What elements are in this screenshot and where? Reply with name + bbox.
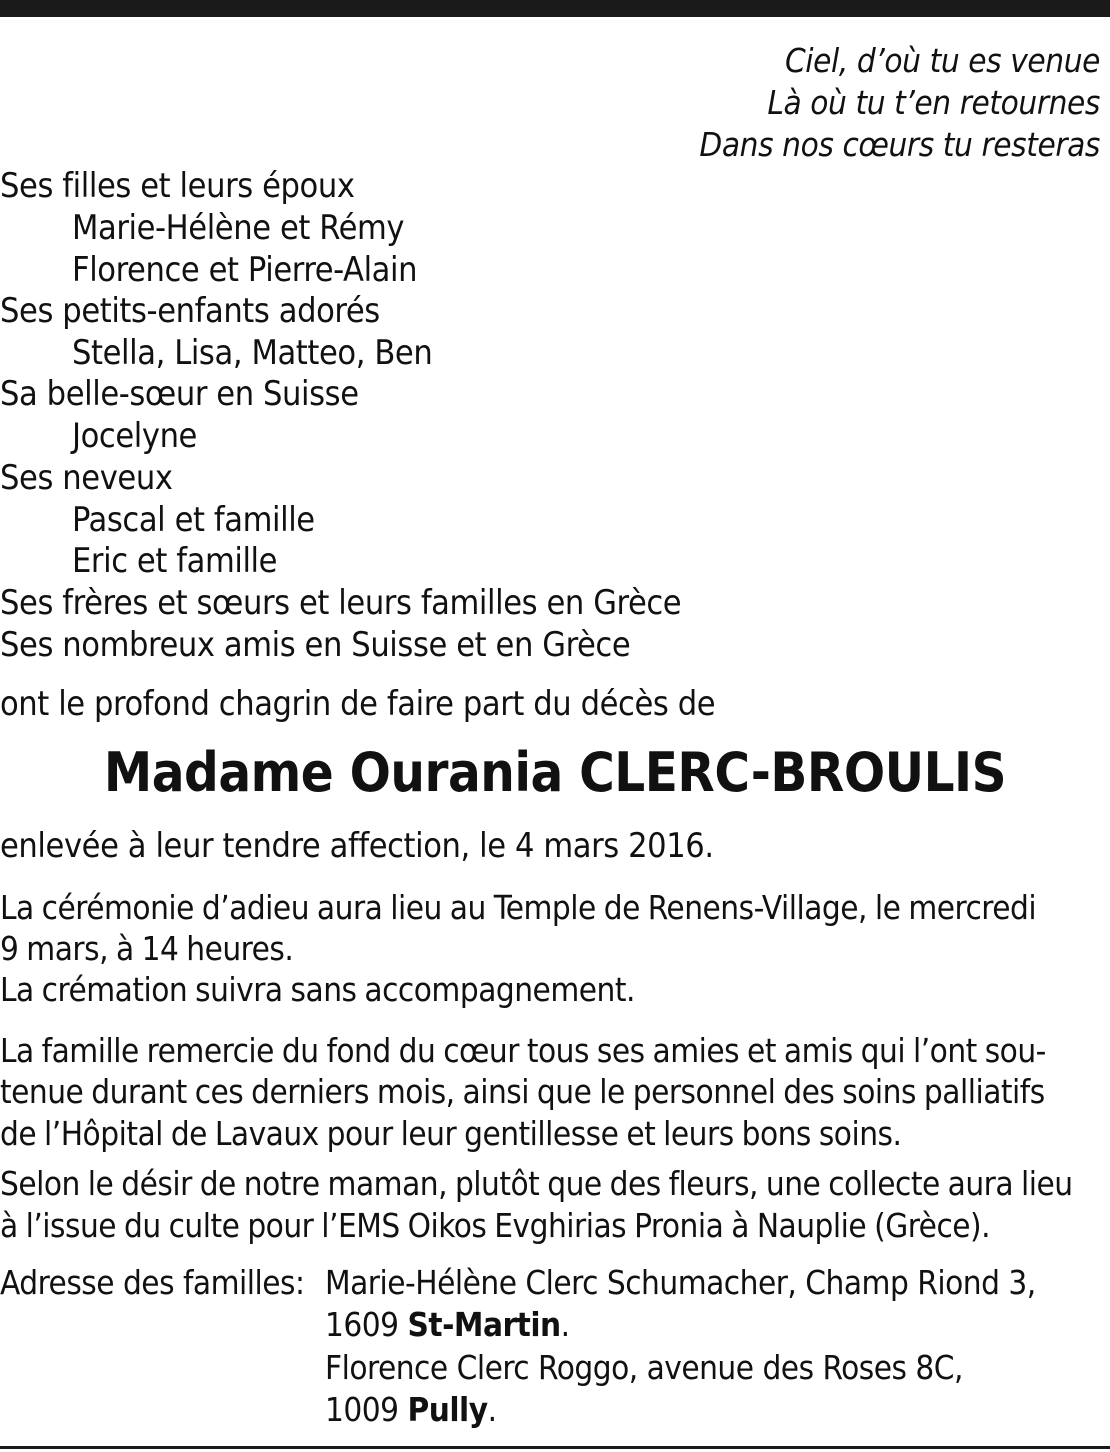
siblings-line: Ses frères et sœurs et leurs familles en Grèce xyxy=(0,583,682,623)
address-2-zip: 1009 xyxy=(325,1390,399,1429)
top-rule xyxy=(0,0,1110,17)
daughter-2: Florence et Pierre-Alain xyxy=(72,250,418,290)
poem-line-3: Dans nos cœurs tu resteras xyxy=(699,125,1100,164)
ceremony-line-1: La cérémonie d’adieu aura lieu au Temple de Renens-Village, le mercredi xyxy=(0,888,1037,927)
sister-in-law-heading: Sa belle-sœur en Suisse xyxy=(0,374,359,414)
announcement-text: ont le profond chagrin de faire part du décès de xyxy=(0,684,716,724)
grandchildren-names: Stella, Lisa, Matteo, Ben xyxy=(72,333,433,373)
poem-line-1: Ciel, d’où tu es venue xyxy=(784,41,1100,80)
address-1-locality xyxy=(325,1304,570,1346)
address-2-locality xyxy=(325,1389,497,1431)
ceremony-line-2: 9 mars, à 14 heures. xyxy=(0,929,294,968)
donation-line-1: Selon le désir de notre maman, plutôt que des fleurs, une collecte aura lieu xyxy=(0,1164,1073,1203)
address-2-town: Pully xyxy=(407,1390,488,1429)
address-2-street: Florence Clerc Roggo, avenue des Roses 8C, xyxy=(325,1348,963,1387)
sister-in-law-name: Jocelyne xyxy=(72,416,197,456)
address-2-period: . xyxy=(487,1390,497,1429)
passing-date-text: enlevée à leur tendre affection, le 4 mars 2016. xyxy=(0,826,714,866)
thanks-line-2: tenue durant ces derniers mois, ainsi que le personnel des soins palliatifs xyxy=(0,1072,1045,1111)
address-1-period: . xyxy=(560,1305,570,1344)
daughters-heading: Ses filles et leurs époux xyxy=(0,166,355,206)
daughter-1: Marie-Hélène et Rémy xyxy=(72,208,405,248)
nephews-heading: Ses neveux xyxy=(0,458,173,498)
friends-line: Ses nombreux amis en Suisse et en Grèce xyxy=(0,625,631,665)
nephew-2: Eric et famille xyxy=(72,541,278,581)
address-1-town: St-Martin xyxy=(407,1305,561,1344)
address-label: Adresse des familles: xyxy=(0,1263,305,1302)
nephew-1: Pascal et famille xyxy=(72,500,315,540)
deceased-name: Madame Ourania CLERC-BROULIS xyxy=(103,741,1007,804)
grandchildren-heading: Ses petits-enfants adorés xyxy=(0,291,380,331)
address-1-street: Marie-Hélène Clerc Schumacher, Champ Riond 3, xyxy=(325,1263,1036,1302)
bottom-rule xyxy=(0,1446,1110,1449)
donation-line-2: à l’issue du culte pour l’EMS Oikos Evghirias Pronia à Nauplie (Grèce). xyxy=(0,1206,991,1245)
thanks-line-3: de l’Hôpital de Lavaux pour leur gentillesse et leurs bons soins. xyxy=(0,1114,902,1153)
address-1-zip: 1609 xyxy=(325,1305,399,1344)
thanks-line-1: La famille remercie du fond du cœur tous ses amies et amis qui l’ont sou- xyxy=(0,1031,1046,1070)
ceremony-line-3: La crémation suivra sans accompagnement. xyxy=(0,970,635,1009)
poem-line-2: Là où tu t’en retournes xyxy=(767,83,1100,122)
